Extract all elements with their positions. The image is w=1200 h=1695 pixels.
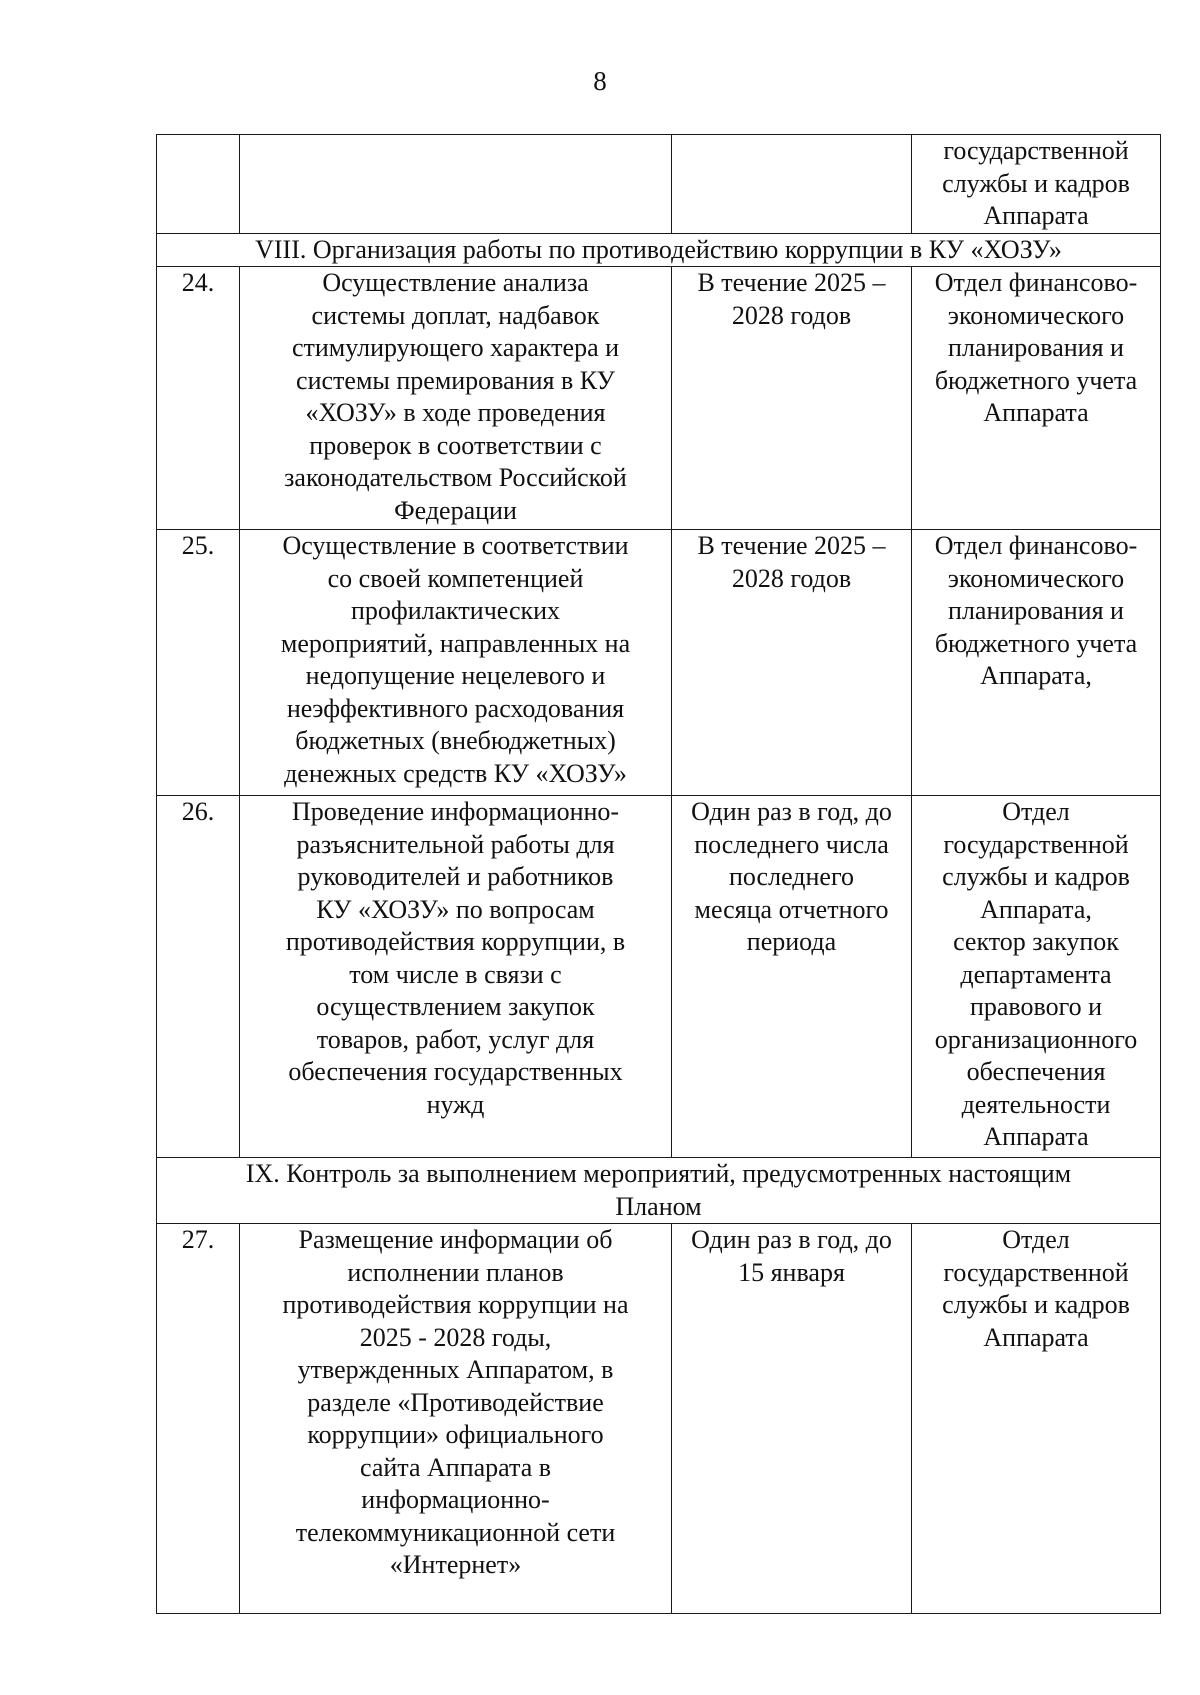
row-number: 24. (181, 268, 215, 297)
deadline-text: Один раз в год, до последнего числа последнего месяца отчетного периода (691, 797, 892, 956)
section-title (157, 1158, 1161, 1224)
cell-responsible (912, 135, 1161, 234)
section-header-row (157, 233, 1161, 267)
responsible-text: Отдел финансово- экономического планирования и бюджетного учета Аппарата, (934, 531, 1138, 690)
cell-measure (240, 796, 672, 1158)
cell-responsible (912, 267, 1161, 530)
cell-num (157, 1224, 240, 1614)
cell-num (157, 796, 240, 1158)
responsible-text: Отдел государственной службы и кадров Аппарата, сектор закупок департамента правового и организационного обеспечения деятельности Аппарата (934, 797, 1138, 1151)
cell-num (157, 135, 240, 234)
cell-measure (240, 530, 672, 796)
section-header-row (157, 1158, 1161, 1224)
section-title-text: IX. Контроль за выполнением мероприятий, предусмотренных настоящим Планом (245, 1159, 1072, 1221)
page-number: 8 (593, 66, 607, 96)
responsible-text: Отдел финансово- экономического планирования и бюджетного учета Аппарата (934, 268, 1138, 427)
table-row (157, 267, 1161, 530)
cell-deadline (672, 267, 912, 530)
cell-responsible (912, 530, 1161, 796)
cell-num (157, 530, 240, 796)
cell-measure (240, 135, 672, 234)
cell-deadline (672, 796, 912, 1158)
deadline-text: Один раз в год, до 15 января (691, 1225, 892, 1287)
deadline-text: В течение 2025 – 2028 годов (697, 531, 886, 593)
table-row (157, 1224, 1161, 1614)
cell-deadline (672, 530, 912, 796)
measure-text: Размещение информации об исполнении планов противодействия коррупции на 2025 - 2028 годы, утвержденных Аппаратом, в разделе «Противодействие коррупции» официального сайта Аппарата в информационно- телекоммуникационной сети «Интернет» (282, 1225, 629, 1579)
row-number: 27. (181, 1225, 215, 1254)
measure-text: Осуществление в соответствии со своей компетенцией профилактических мероприятий, направленных на недопущение нецелевого и неэффективного расходования бюджетных (внебюджетных) денежных средств КУ «ХОЗУ» (280, 531, 631, 788)
row-number: 25. (181, 531, 215, 560)
responsible-text: государственной службы и кадров Аппарата (942, 136, 1130, 230)
continuation-row (157, 135, 1161, 234)
cell-responsible (912, 1224, 1161, 1614)
table-row (157, 796, 1161, 1158)
cell-measure (240, 1224, 672, 1614)
cell-responsible (912, 796, 1161, 1158)
responsible-text: Отдел государственной службы и кадров Аппарата (942, 1225, 1130, 1352)
section-title (157, 233, 1161, 267)
cell-deadline (672, 135, 912, 234)
cell-deadline (672, 1224, 912, 1614)
cell-measure (240, 267, 672, 530)
row-number: 26. (181, 797, 215, 826)
section-title-text: VIII. Организация работы по противодействию коррупции в КУ «ХОЗУ» (255, 234, 1062, 264)
plan-table (156, 134, 1161, 1614)
deadline-text: В течение 2025 – 2028 годов (697, 268, 886, 330)
table-row (157, 530, 1161, 796)
measure-text: Осуществление анализа системы доплат, надбавок стимулирующего характера и системы премирования в КУ «ХОЗУ» в ходе проведения проверок в соответствии с законодательством Российской Федерации (284, 268, 627, 525)
cell-num (157, 267, 240, 530)
measure-text: Проведение информационно- разъяснительной работы для руководителей и работников КУ «ХОЗУ» по вопросам противодействия коррупции, в том числе в связи с осуществлением закупок товаров, работ, услуг для обеспечения государственных нужд (285, 797, 626, 1119)
